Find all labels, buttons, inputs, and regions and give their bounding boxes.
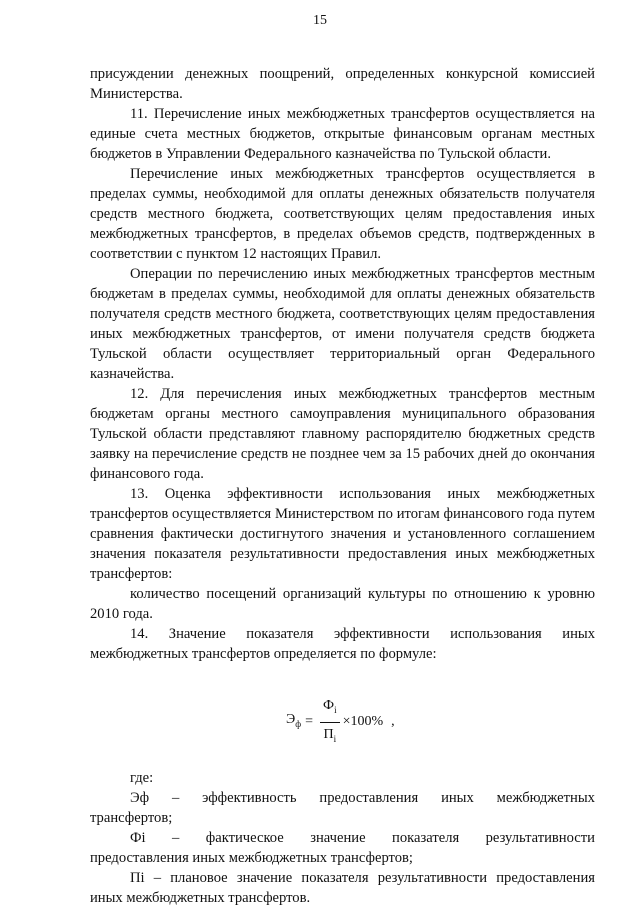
page-number: 15 [313,13,327,28]
paragraph: Операции по перечислению иных межбюджетных трансфертов местным бюджетам в пределах суммы, необходимой для оплаты денежных обязательств получателя средств местного бюджета, соответствующих целям предоставления иных межбюджетных трансфертов, от имени получателя средств бюджета Тульской области осуществляет территориальный орган Федерального казначейства. [90,266,595,382]
formula-denominator: $П_i$ [323,726,337,744]
formula-numerator: $Ф_i$ [320,696,340,723]
formula-lhs: $Э_ф$ [286,712,302,730]
paragraph: 13. Оценка эффективности использования иных межбюджетных трансфертов осуществляется Министерством по итогам финансового года путем сравнения фактически достигнутого значения и установленного соглашением значения показателя результативности предоставления иных межбюджетных трансфертов: [90,486,595,582]
formula-multiplier: ×100% [342,714,384,730]
definition-continuation: предоставления иных межбюджетных трансфертов; [90,850,413,866]
efficiency-formula [286,696,395,749]
paragraph: 14. Значение показателя эффективности использования иных межбюджетных трансфертов определяется по формуле: [90,626,595,662]
paragraph: Пi – плановое значение показателя результативности предоставления иных межбюджетных трансфертов. [90,870,595,906]
document-body [90,64,595,908]
definition-continuation: трансфертов; [90,810,173,826]
definition-first-line: Фi – фактическое значение показателя результативности [130,830,595,846]
definition-first-line: Эф – эффективность предоставления иных межбюджетных [130,790,595,806]
where-label: где: [130,770,154,786]
paragraph: количество посещений организаций культуры по отношению к уровню 2010 года. [90,586,595,622]
paragraph: Перечисление иных межбюджетных трансфертов осуществляется в пределах суммы, необходимой для оплаты денежных обязательств получателя средств местного бюджета, соответствующих целям предоставления иных межбюджетных трансфертов, в пределах объемов средств, подтвержденных в соответствии с пунктом 12 настоящих Правил. [90,166,595,262]
formula-fraction [320,696,340,749]
formula-tail: , [391,714,395,730]
formula-equals: = [305,714,313,730]
formula-block [90,692,595,748]
paragraph: присуждении денежных поощрений, определенных конкурсной комиссией Министерства. [90,66,595,102]
paragraph: 12. Для перечисления иных межбюджетных трансфертов местным бюджетам органы местного самоуправления муниципального образования Тульской области представляют главному распорядителю бюджетных средств заявку на перечисление средств не позднее чем за 15 рабочих дней до окончания финансового года. [90,386,595,482]
paragraph: 11. Перечисление иных межбюджетных трансфертов осуществляется на единые счета местных бюджетов, открытые финансовым органам местных бюджетов в Управлении Федерального казначейства по Тульской области. [90,106,595,162]
